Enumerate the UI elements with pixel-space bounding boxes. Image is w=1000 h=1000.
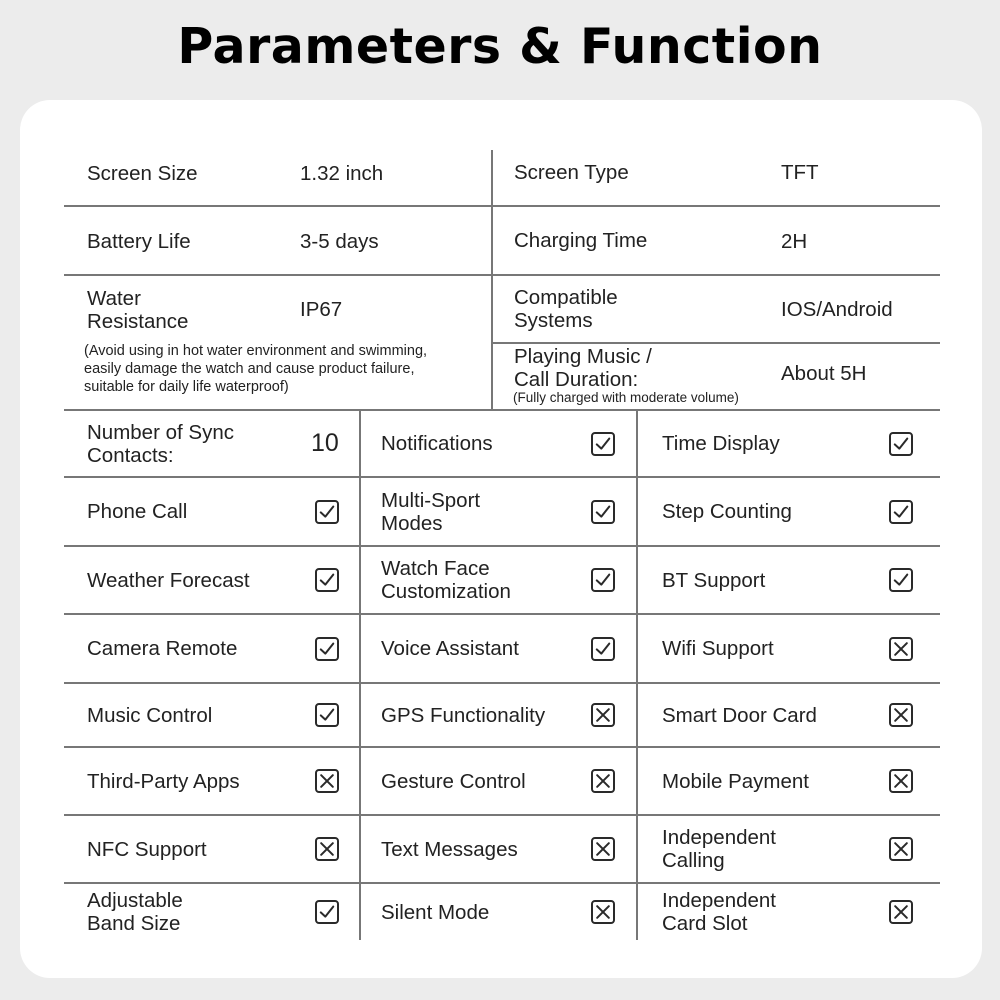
feature-label-mobile-payment: Mobile Payment xyxy=(662,769,809,793)
divider xyxy=(64,476,940,478)
checkbox-cross-icon xyxy=(591,769,615,793)
feature-label-time-display: Time Display xyxy=(662,432,780,455)
divider xyxy=(64,205,940,207)
feature-label-step-counting: Step Counting xyxy=(662,500,792,523)
charging-time-value: 2H xyxy=(781,229,808,253)
feature-label-phone-call: Phone Call xyxy=(87,500,188,523)
checkbox-cross-icon xyxy=(889,837,913,861)
battery-life-value: 3-5 days xyxy=(300,229,379,253)
feature-label-music-control: Music Control xyxy=(87,703,213,727)
feature-label-adjustable-band-size: Adjustable Band Size xyxy=(87,889,183,935)
feature-label-notifications: Notifications xyxy=(381,432,493,455)
checkbox-cross-icon xyxy=(591,703,615,727)
checkbox-cross-icon xyxy=(315,769,339,793)
checkbox-checked-icon xyxy=(889,500,913,524)
compatible-systems-label: Compatible Systems xyxy=(514,286,618,332)
checkbox-checked-icon xyxy=(591,568,615,592)
checkbox-checked-icon xyxy=(889,432,913,456)
feature-label-independent-calling: Independent Calling xyxy=(662,826,777,872)
checkbox-checked-icon xyxy=(591,500,615,524)
divider xyxy=(491,150,493,409)
playing-music-value: About 5H xyxy=(781,361,867,385)
feature-label-independent-card-slot: Independent Card Slot xyxy=(662,889,777,935)
checkbox-checked-icon xyxy=(315,703,339,727)
feature-label-weather-forecast: Weather Forecast xyxy=(87,568,250,592)
compatible-systems-value: IOS/Android xyxy=(781,297,893,321)
checkbox-checked-icon xyxy=(591,432,615,456)
feature-label-bt-support: BT Support xyxy=(662,568,766,592)
divider xyxy=(492,342,940,344)
water-resistance-note: (Avoid using in hot water environment and swimming, easily damage the watch and cause product failure, suitable for daily life waterproof) xyxy=(84,343,428,395)
checkbox-checked-icon xyxy=(889,568,913,592)
checkbox-cross-icon xyxy=(889,900,913,924)
feature-label-silent-mode: Silent Mode xyxy=(381,900,490,924)
feature-label-voice-assistant: Voice Assistant xyxy=(381,637,519,660)
checkbox-checked-icon xyxy=(315,500,339,524)
water-resistance-label: Water Resistance xyxy=(87,287,189,333)
feature-label-text-messages: Text Messages xyxy=(381,837,518,861)
battery-life-label: Battery Life xyxy=(87,229,191,253)
screen-type-label: Screen Type xyxy=(514,160,629,184)
checkbox-cross-icon xyxy=(591,900,615,924)
feature-label-gesture-control: Gesture Control xyxy=(381,769,526,793)
checkbox-checked-icon xyxy=(315,900,339,924)
feature-label-nfc-support: NFC Support xyxy=(87,837,207,861)
checkbox-cross-icon xyxy=(315,837,339,861)
playing-music-note: (Fully charged with moderate volume) xyxy=(513,390,739,405)
feature-label-watch-face-customization: Watch Face Customization xyxy=(381,557,511,603)
checkbox-cross-icon xyxy=(889,637,913,661)
charging-time-label: Charging Time xyxy=(514,228,648,252)
feature-label-wifi-support: Wifi Support xyxy=(662,637,774,660)
feature-label-third-party-apps: Third-Party Apps xyxy=(87,769,240,793)
feature-label-camera-remote: Camera Remote xyxy=(87,637,238,660)
divider xyxy=(64,274,940,276)
sync-contacts-value: 10 xyxy=(311,429,339,457)
page-title: Parameters & Function xyxy=(177,18,823,75)
feature-label-number-of-sync-contacts: Number of Sync Contacts: xyxy=(87,420,234,467)
screen-size-label: Screen Size xyxy=(87,161,198,185)
checkbox-cross-icon xyxy=(889,769,913,793)
checkbox-checked-icon xyxy=(315,568,339,592)
checkbox-checked-icon xyxy=(315,637,339,661)
screen-type-value: TFT xyxy=(781,160,819,184)
divider xyxy=(359,409,361,940)
feature-label-gps-functionality: GPS Functionality xyxy=(381,703,546,727)
divider xyxy=(64,882,940,884)
screen-size-value: 1.32 inch xyxy=(300,161,384,185)
playing-music-label: Playing Music / Call Duration: xyxy=(514,345,652,391)
checkbox-cross-icon xyxy=(889,703,913,727)
divider xyxy=(636,409,638,940)
checkbox-checked-icon xyxy=(591,637,615,661)
water-resistance-value: IP67 xyxy=(300,297,343,321)
checkbox-cross-icon xyxy=(591,837,615,861)
feature-label-smart-door-card: Smart Door Card xyxy=(662,703,817,727)
feature-label-multi-sport-modes: Multi-Sport Modes xyxy=(381,488,481,535)
